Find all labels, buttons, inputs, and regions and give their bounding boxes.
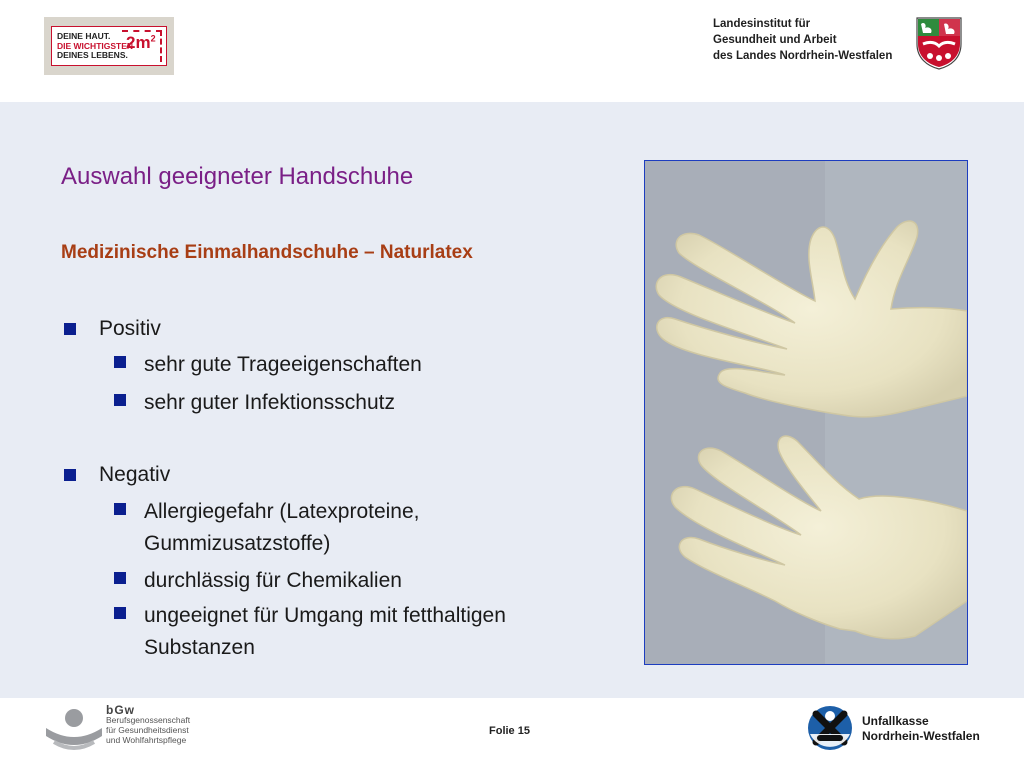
institute-line3: des Landes Nordrhein-Westfalen bbox=[713, 50, 893, 62]
bullet-square-icon bbox=[114, 607, 126, 619]
institute-line2: Gesundheit und Arbeit bbox=[713, 34, 837, 46]
gloves-illustration bbox=[645, 161, 967, 664]
campaign-logo-badge-sup: 2 bbox=[150, 33, 156, 44]
list-item-text: durchlässig für Chemikalien bbox=[144, 569, 402, 592]
unfallkasse-line1: Unfallkasse bbox=[862, 714, 929, 728]
bullet-square-icon bbox=[64, 323, 76, 335]
list-item-text bbox=[144, 600, 506, 664]
bgw-line3: und Wohlfahrtspflege bbox=[106, 735, 187, 745]
campaign-logo-line3: DEINES LEBENS. bbox=[57, 50, 128, 60]
slide-title: Auswahl geeigneter Handschuhe bbox=[61, 163, 414, 190]
institute-name bbox=[713, 16, 892, 64]
slide-subtitle: Medizinische Einmalhandschuhe – Naturlatex bbox=[61, 242, 473, 263]
institute-line1: Landesinstitut für bbox=[713, 18, 811, 30]
campaign-logo-badge bbox=[126, 33, 156, 53]
slide-number: Folie 15 bbox=[489, 725, 530, 737]
bgw-line2: für Gesundheitsdienst bbox=[106, 725, 189, 735]
bullet-positive-label: Positiv bbox=[99, 317, 161, 340]
campaign-logo-frame bbox=[51, 26, 167, 66]
bgw-name bbox=[106, 705, 190, 745]
bullet-square-icon bbox=[114, 503, 126, 515]
list-item-line1: Allergiegefahr (Latexproteine, bbox=[144, 500, 420, 523]
bullet-square-icon bbox=[114, 572, 126, 584]
bullet-square-icon bbox=[64, 469, 76, 481]
campaign-logo bbox=[44, 17, 174, 75]
list-item-text: sehr gute Trageeigenschaften bbox=[144, 353, 422, 376]
bullet-square-icon bbox=[114, 356, 126, 368]
list-item-text bbox=[144, 496, 420, 560]
bullet-negative-label: Negativ bbox=[99, 463, 171, 486]
list-item-text: sehr guter Infektionsschutz bbox=[144, 391, 395, 414]
unfallkasse-line2: Nordrhein-Westfalen bbox=[862, 729, 980, 743]
unfallkasse-name bbox=[862, 714, 980, 744]
campaign-logo-line1: DEINE HAUT. bbox=[57, 31, 111, 41]
bgw-brand: bGw bbox=[106, 703, 135, 717]
bgw-logo-icon bbox=[44, 706, 104, 754]
bullet-square-icon bbox=[114, 394, 126, 406]
nrw-coat-of-arms-icon bbox=[913, 16, 965, 70]
campaign-logo-line2: DIE WICHTIGSTEN bbox=[57, 40, 134, 51]
list-item-line2: Gummizusatzstoffe) bbox=[144, 532, 331, 555]
latex-gloves-photo bbox=[644, 160, 968, 665]
unfallkasse-logo-icon bbox=[806, 704, 854, 752]
list-item-line1: ungeeignet für Umgang mit fetthaltigen bbox=[144, 604, 506, 627]
bgw-line1: Berufsgenossenschaft bbox=[106, 715, 191, 725]
campaign-logo-badge-text: 2m bbox=[126, 33, 151, 52]
list-item-line2: Substanzen bbox=[144, 636, 255, 659]
